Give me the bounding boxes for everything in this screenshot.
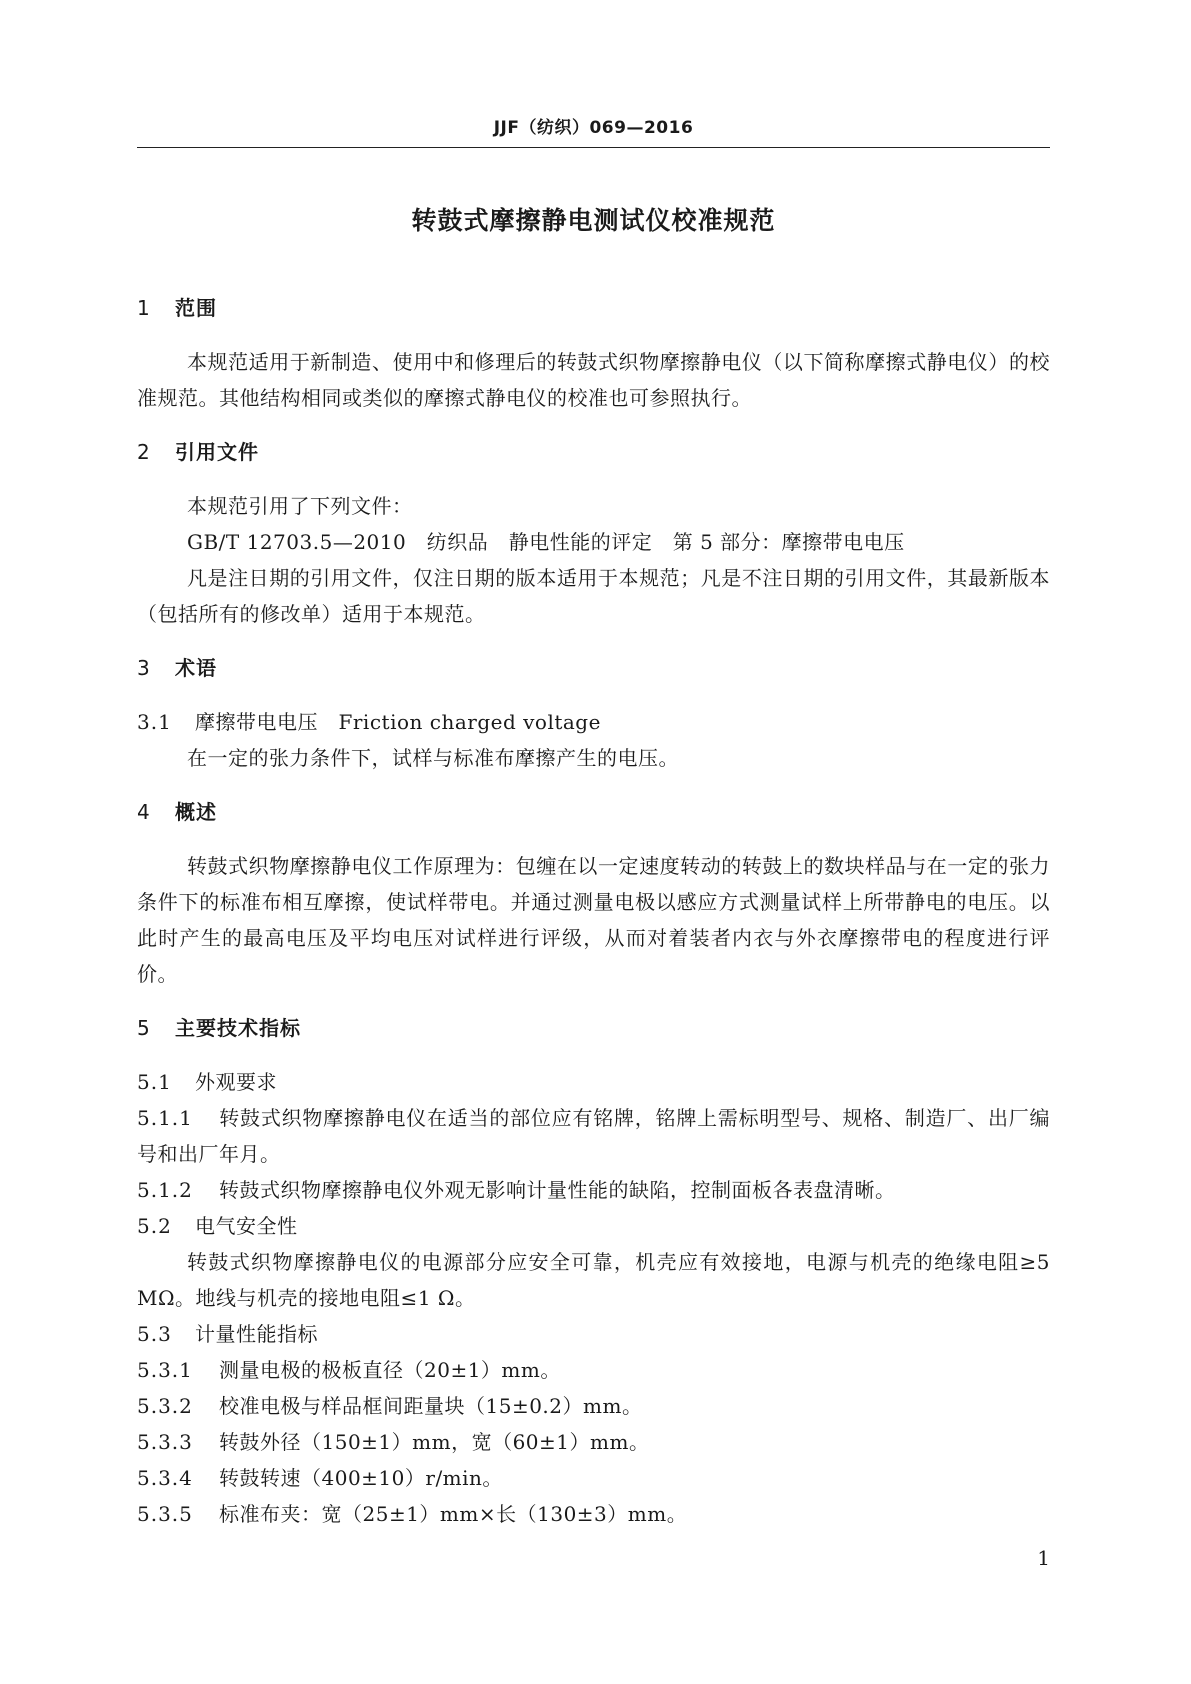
- section-2-paragraph: 凡是注日期的引用文件，仅注日期的版本适用于本规范；凡是不注日期的引用文件，其最新版本（包括所有的修改单）适用于本规范。: [137, 566, 1050, 626]
- section-title: 概述: [175, 800, 217, 824]
- clause-5-3-3: [137, 1424, 1050, 1460]
- document-body: [137, 290, 1050, 1532]
- clause-number: 5.3.4: [137, 1466, 193, 1490]
- section-2-intro: 本规范引用了下列文件：: [187, 494, 413, 518]
- section-number: 2: [137, 440, 151, 464]
- clause-5-1: [137, 1064, 1050, 1100]
- term-title: 摩擦带电电压 Friction charged voltage: [195, 710, 601, 734]
- clause-text: 标准布夹：宽（25±1）mm×长（130±3）mm。: [219, 1502, 688, 1526]
- clause-5-3-5: [137, 1496, 1050, 1532]
- clause-number: 5.1.1: [137, 1106, 193, 1130]
- clause-number: 5.3: [137, 1322, 172, 1346]
- clause-5-1-1: [137, 1100, 1050, 1172]
- clause-5-2: [137, 1208, 1050, 1244]
- section-number: 3: [137, 656, 151, 680]
- clause-text: 转鼓式织物摩擦静电仪在适当的部位应有铭牌，铭牌上需标明型号、规格、制造厂、出厂编号和出厂年月。: [137, 1106, 1050, 1166]
- document-title: 转鼓式摩擦静电测试仪校准规范: [411, 206, 776, 235]
- section-2-heading: [137, 434, 1050, 470]
- section-title: 术语: [175, 656, 217, 680]
- section-title: 范围: [175, 296, 217, 320]
- running-header: JJF（纺织）069—2016: [493, 118, 694, 138]
- clause-text: 转鼓式织物摩擦静电仪外观无影响计量性能的缺陷，控制面板各表盘清晰。: [219, 1178, 896, 1202]
- clause-text: 校准电极与样品框间距量块（15±0.2）mm。: [219, 1394, 643, 1418]
- section-number: 1: [137, 296, 151, 320]
- clause-title: 外观要求: [195, 1070, 277, 1094]
- clause-text: 转鼓外径（150±1）mm，宽（60±1）mm。: [219, 1430, 650, 1454]
- clause-5-3-4: [137, 1460, 1050, 1496]
- header-rule: [137, 147, 1050, 148]
- section-number: 4: [137, 800, 151, 824]
- clause-5-3-1: [137, 1352, 1050, 1388]
- clause-text: 转鼓转速（400±10）r/min。: [219, 1466, 503, 1490]
- section-1-paragraph: 本规范适用于新制造、使用中和修理后的转鼓式织物摩擦静电仪（以下简称摩擦式静电仪）的校准规范。其他结构相同或类似的摩擦式静电仪的校准也可参照执行。: [137, 350, 1050, 410]
- clause-number: 5.3.2: [137, 1394, 193, 1418]
- section-1-heading: [137, 290, 1050, 326]
- clause-5-3-2: [137, 1388, 1050, 1424]
- clause-number: 5.3.5: [137, 1502, 193, 1526]
- section-3-heading: [137, 650, 1050, 686]
- clause-text: 测量电极的极板直径（20±1）mm。: [219, 1358, 561, 1382]
- clause-5-2-text: 转鼓式织物摩擦静电仪的电源部分应安全可靠，机壳应有效接地，电源与机壳的绝缘电阻≥5 MΩ。地线与机壳的接地电阻≤1 Ω。: [137, 1250, 1050, 1310]
- clause-number: 3.1: [137, 710, 172, 734]
- clause-number: 5.1: [137, 1070, 172, 1094]
- page-number: 1: [1037, 1546, 1050, 1570]
- clause-5-1-2: [137, 1172, 1050, 1208]
- clause-title: 电气安全性: [195, 1214, 298, 1238]
- section-2-reference: GB/T 12703.5—2010 纺织品 静电性能的评定 第 5 部分：摩擦带电电压: [187, 530, 905, 554]
- clause-number: 5.3.1: [137, 1358, 193, 1382]
- term-3-1-definition: 在一定的张力条件下，试样与标准布摩擦产生的电压。: [187, 746, 679, 770]
- clause-5-3: [137, 1316, 1050, 1352]
- section-5-heading: [137, 1010, 1050, 1046]
- term-3-1: [137, 704, 1050, 740]
- section-title: 引用文件: [175, 440, 259, 464]
- section-4-paragraph: 转鼓式织物摩擦静电仪工作原理为：包缠在以一定速度转动的转鼓上的数块样品与在一定的张力条件下的标准布相互摩擦，使试样带电。并通过测量电极以感应方式测量试样上所带静电的电压。以此时产生的最高电压及平均电压对试样进行评级，从而对着装者内衣与外衣摩擦带电的程度进行评价。: [137, 854, 1050, 986]
- section-title: 主要技术指标: [175, 1016, 301, 1040]
- clause-number: 5.2: [137, 1214, 172, 1238]
- section-number: 5: [137, 1016, 151, 1040]
- clause-title: 计量性能指标: [195, 1322, 318, 1346]
- section-4-heading: [137, 794, 1050, 830]
- clause-number: 5.1.2: [137, 1178, 193, 1202]
- clause-number: 5.3.3: [137, 1430, 193, 1454]
